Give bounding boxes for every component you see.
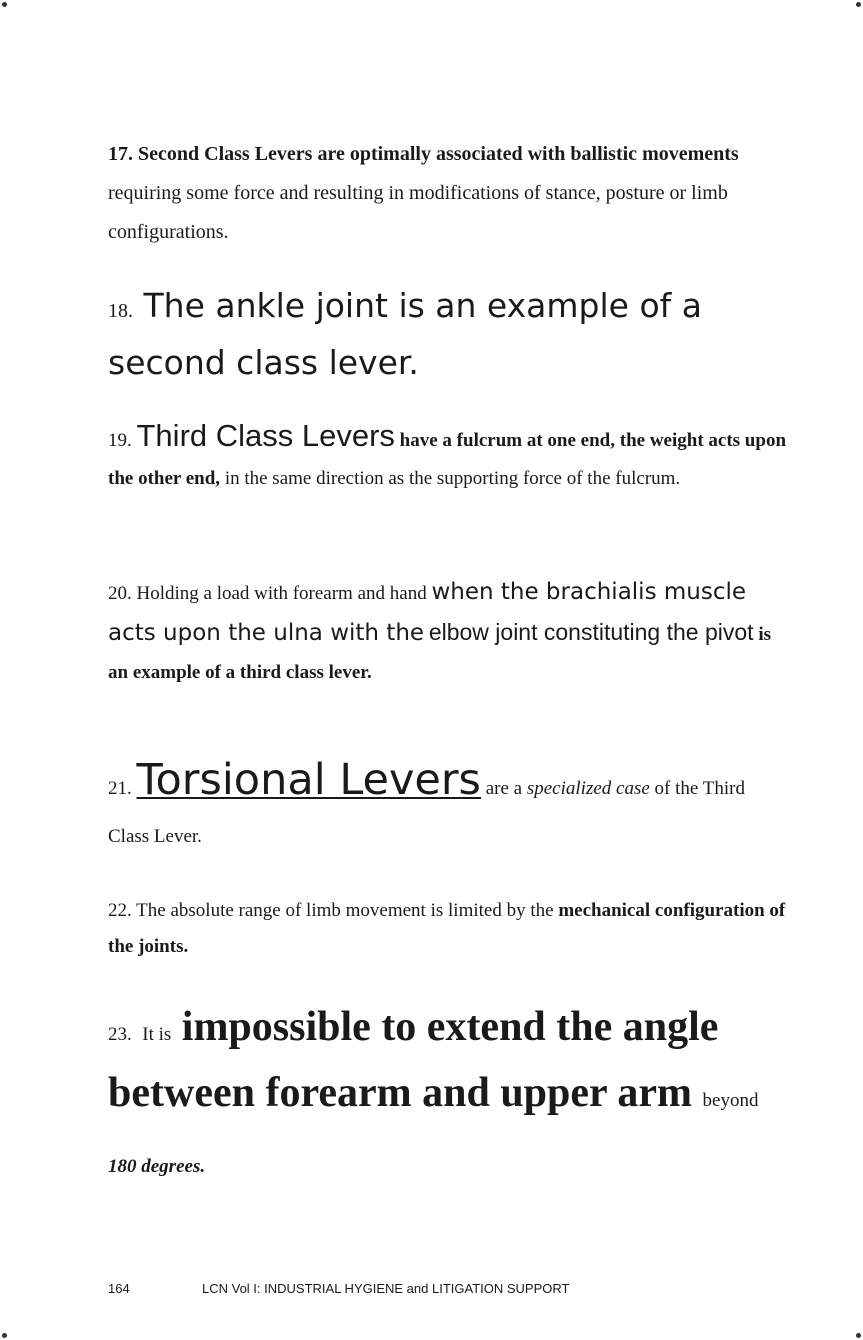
italic-text: specialized case (526, 778, 650, 799)
body-text-2: of the Third Class Lever. (108, 778, 745, 847)
scan-corner-mark (856, 1333, 861, 1338)
paragraph-19 (108, 417, 788, 498)
bold-text: is an example of a third class lever. (108, 624, 772, 683)
paragraph-number: 21. (108, 778, 132, 799)
paragraph-number: 23. (108, 1024, 132, 1045)
paragraph-23 (108, 998, 788, 1196)
bold-text: Second Class Levers are optimally associated with ballistic movements (138, 143, 739, 165)
paragraph-20 (108, 573, 788, 692)
scan-corner-mark (2, 2, 7, 7)
scan-corner-mark (2, 1333, 7, 1338)
body-text: The absolute range of limb movement is limited by the (136, 900, 554, 921)
footer-title: LCN Vol I: INDUSTRIAL HYGIENE and LITIGATION SUPPORT (202, 1281, 570, 1296)
bold-italic-text: 180 degrees. (108, 1156, 206, 1177)
body-text: are a (485, 778, 523, 799)
section-heading: Torsional Levers (136, 755, 481, 805)
paragraph-number: 22. (108, 900, 132, 921)
body-text: in the same direction as the supporting force of the fulcrum. (224, 468, 681, 489)
sans-text-2: elbow joint constituting the pivot (428, 619, 754, 645)
paragraph-number: 19. (108, 430, 132, 451)
paragraph-17 (108, 135, 788, 252)
paragraph-number: 20. (108, 583, 132, 604)
paragraph-number: 17. (108, 143, 133, 165)
paragraph-number: 18. (108, 300, 133, 322)
sans-text: when the brachialis muscle acts upon the ulna with the (108, 579, 747, 646)
bold-text: mechanical configuration of the joints. (108, 900, 786, 957)
small-text: It is (142, 1024, 172, 1045)
paragraph-21 (108, 756, 788, 861)
large-sans-text: The ankle joint is an example of a second class lever. (108, 286, 702, 382)
section-heading: Third Class Levers (136, 418, 395, 453)
paragraph-22 (108, 893, 788, 965)
page-number: 164 (108, 1281, 130, 1296)
small-text-2: beyond (702, 1090, 759, 1111)
large-bold-text: impossible to extend the angle between forearm and upper arm (108, 1004, 719, 1116)
body-text: requiring some force and resulting in modifications of stance, posture or limb configurations. (108, 182, 728, 243)
scan-corner-mark (856, 2, 861, 7)
body-text: Holding a load with forearm and hand (136, 583, 427, 604)
paragraph-18 (108, 280, 788, 389)
bold-text: have a fulcrum at one end, the weight acts upon the other end, (108, 430, 787, 489)
